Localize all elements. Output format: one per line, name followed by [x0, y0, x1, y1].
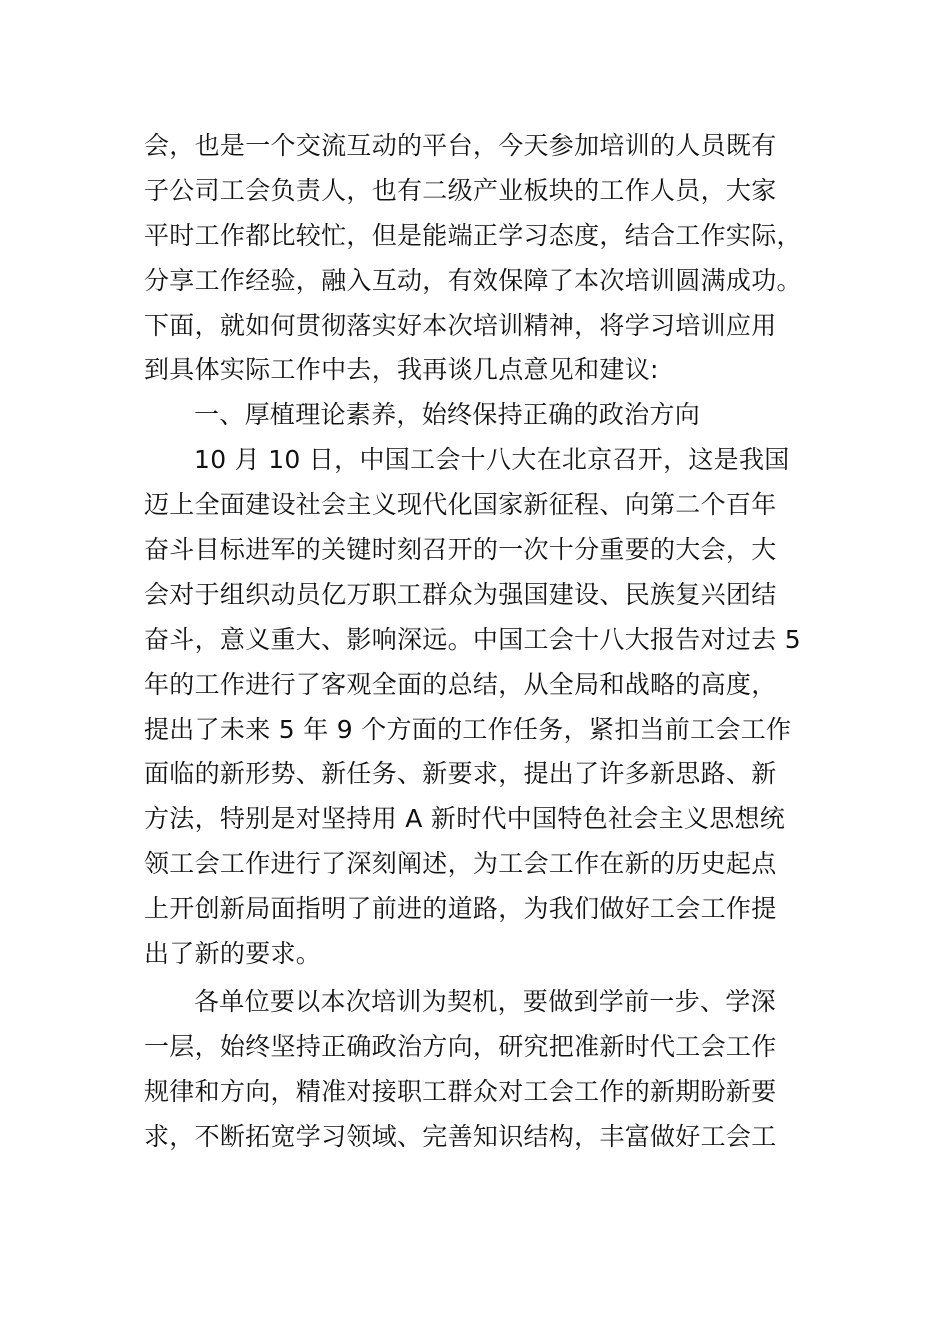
section-heading — [144, 393, 816, 438]
text-line: 会，也是一个交流互动的平台，今天参加培训的人员既有 — [144, 131, 777, 160]
document-body — [144, 124, 816, 1159]
text-line: 规律和方向，精准对接职工群众对工会工作的新期盼新要 — [144, 1076, 777, 1106]
text-line: 会对于组织动员亿万职工群众为强国建设、民族复兴团结 — [144, 579, 777, 609]
text-line: 年的工作进行了客观全面的总结，从全局和战略的高度， — [144, 669, 777, 699]
text-line: 下面，就如何贯彻落实好本次培训精神，将学习培训应用 — [144, 310, 777, 340]
text-line: 奋斗目标进军的关键时刻召开的一次十分重要的大会，大 — [144, 535, 777, 565]
text-line: 平时工作都比较忙，但是能端正学习态度，结合工作实际， — [144, 220, 802, 250]
text-line: 分享工作经验，融入互动，有效保障了本次培训圆满成功。 — [144, 265, 802, 295]
heading-line: 一、厚植理论素养，始终保持正确的政治方向 — [194, 400, 701, 430]
text-line: 子公司工会负责人，也有二级产业板块的工作人员，大家 — [144, 175, 777, 205]
text-line: 求，不断拓宽学习领域、完善知识结构，丰富做好工会工 — [144, 1121, 777, 1151]
paragraph-congress — [144, 438, 816, 977]
paragraph-training — [144, 980, 816, 1160]
text-line: 出了新的要求。 — [144, 939, 322, 969]
text-line: 领工会工作进行了深刻阐述，为工会工作在新的历史起点 — [144, 849, 777, 879]
paragraph-intro — [144, 124, 816, 393]
text-line: 提出了未来 5 年 9 个方面的工作任务，紧扣当前工会工作 — [144, 714, 792, 744]
text-line: 一层，始终坚持正确政治方向，研究把准新时代工会工作 — [144, 1031, 777, 1061]
text-line: 各单位要以本次培训为契机，要做到学前一步、学深 — [194, 986, 776, 1016]
text-line: 方法，特别是对坚持用 A 新时代中国特色社会主义思想统 — [144, 804, 786, 834]
text-line: 到具体实际工作中去，我再谈几点意见和建议: — [144, 355, 659, 385]
text-line: 面临的新形势、新任务、新要求，提出了许多新思路、新 — [144, 759, 777, 789]
text-line: 迈上全面建设社会主义现代化国家新征程、向第二个百年 — [144, 490, 777, 520]
text-line: 奋斗，意义重大、影响深远。中国工会十八大报告对过去 5 — [144, 624, 801, 654]
text-line: 上开创新局面指明了前进的道路，为我们做好工会工作提 — [144, 894, 777, 924]
text-line: 10 月 10 日，中国工会十八大在北京召开，这是我国 — [194, 445, 790, 475]
